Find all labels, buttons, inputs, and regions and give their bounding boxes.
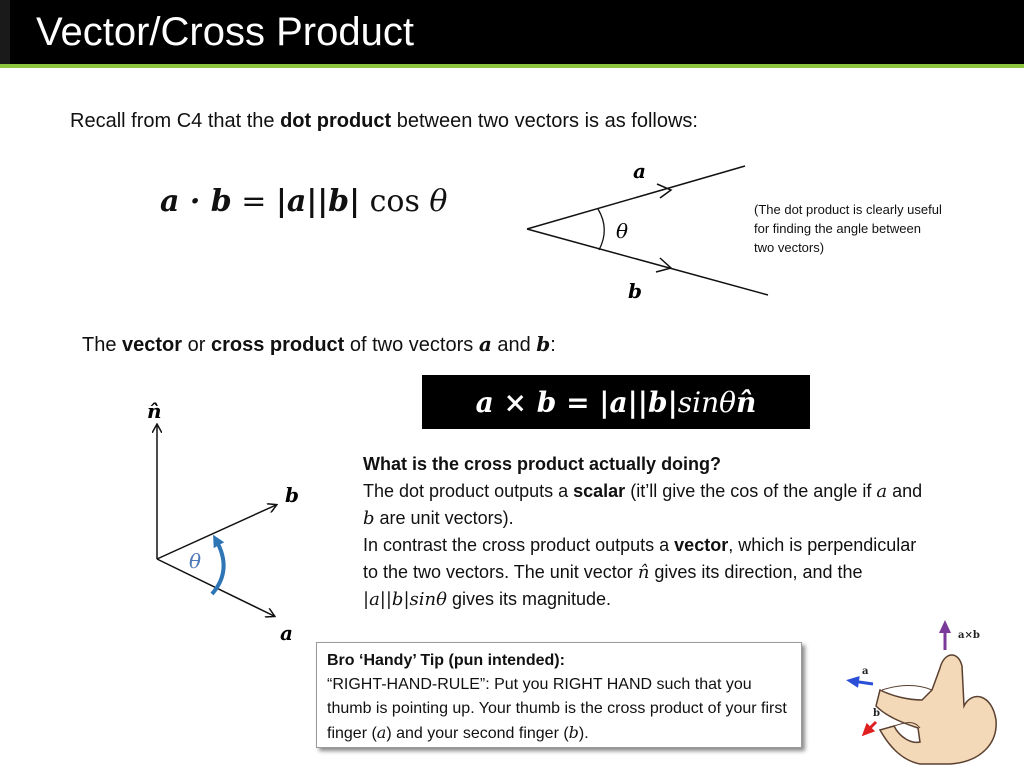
explain-p2g: gives its magnitude. [446, 589, 612, 609]
explain-p1a: The dot product outputs a [363, 481, 574, 501]
cross-formula-lhs: a × b = |a||b| [475, 385, 678, 419]
explain-p1f: b [363, 508, 375, 529]
hand-label-b: b [873, 708, 880, 719]
explain-p2f: |a||b|sinθ [363, 589, 447, 610]
dot-formula-mag: |a||b| [275, 184, 361, 219]
explain-p2b: vector [674, 535, 729, 555]
cross-intro-b2: cross product [210, 334, 345, 356]
dot-formula-angle: θ [429, 184, 448, 219]
explain-p2e: gives its direction, and the [649, 562, 863, 582]
intro-bold: dot product [280, 110, 392, 132]
cross-formula-sin: sinθ [677, 385, 736, 419]
tip-line1: “RIGHT-HAND-RULE”: Put you RIGHT HAND such that you thumb is pointing up. Your thumb is the cross product of your first finger ( [327, 676, 787, 742]
tip-va: a [376, 723, 387, 742]
cross-label-a: a [280, 621, 293, 645]
cross-intro-t1: The [82, 334, 123, 356]
tip-line3: ). [578, 725, 589, 742]
cross-label-theta: θ [189, 549, 202, 573]
cross-label-b: b [285, 483, 299, 507]
explain-p1b: scalar [573, 481, 626, 501]
a-arrow-icon [852, 681, 873, 684]
hand-icon [876, 655, 996, 764]
explain-p1g: are unit vectors). [374, 508, 514, 528]
cross-intro-t2: or [182, 334, 211, 356]
intro-before: Recall from C4 that the [70, 110, 281, 132]
hand-shape [876, 655, 996, 764]
tip-line2: ) and your second finger ( [386, 725, 569, 742]
dot-formula-trig: cos [360, 184, 430, 219]
cross-formula-nhat: n̂ [735, 385, 757, 419]
explain-p1e: and [887, 481, 923, 501]
explain-p2a: In contrast the cross product outputs a [363, 535, 675, 555]
intro-after: between two vectors is as follows: [391, 110, 698, 132]
explain-heading: What is the cross product actually doing? [363, 454, 722, 474]
tip-vb: b [568, 723, 579, 742]
explain-p2d: n̂ [637, 562, 650, 583]
page-title: Vector/Cross Product [36, 10, 414, 54]
hand-label-axb: a×b [958, 630, 980, 641]
explain-p1d: a [876, 481, 888, 502]
dot-label-a: a [633, 159, 646, 183]
hand-label-a: a [862, 666, 869, 677]
cross-intro-t4: and [491, 334, 537, 356]
hand-finger-crease [882, 686, 932, 691]
b-arrow-icon [866, 722, 876, 732]
explain-p2c: , which is perpendicular to the two vectors. The unit vector [363, 535, 917, 582]
dot-label-b: b [628, 279, 642, 303]
dot-product-note: (The dot product is clearly useful for finding the angle between two vectors) [754, 202, 942, 255]
dot-label-theta: θ [616, 219, 629, 243]
cross-intro-t3: of two vectors [344, 334, 479, 356]
explain-p1c: (it’ll give the cos of the angle if [625, 481, 877, 501]
cross-intro-b1: vector [122, 334, 183, 356]
tip-heading: Bro ‘Handy’ Tip (pun intended): [327, 652, 565, 669]
cross-intro-vb: b [536, 332, 551, 356]
cross-intro-t5: : [550, 334, 556, 356]
cross-intro-va: a [478, 332, 492, 356]
dot-formula-eq: = [231, 184, 276, 219]
cross-label-n: n̂ [147, 399, 162, 423]
dot-formula-lhs: a · b [160, 184, 232, 219]
